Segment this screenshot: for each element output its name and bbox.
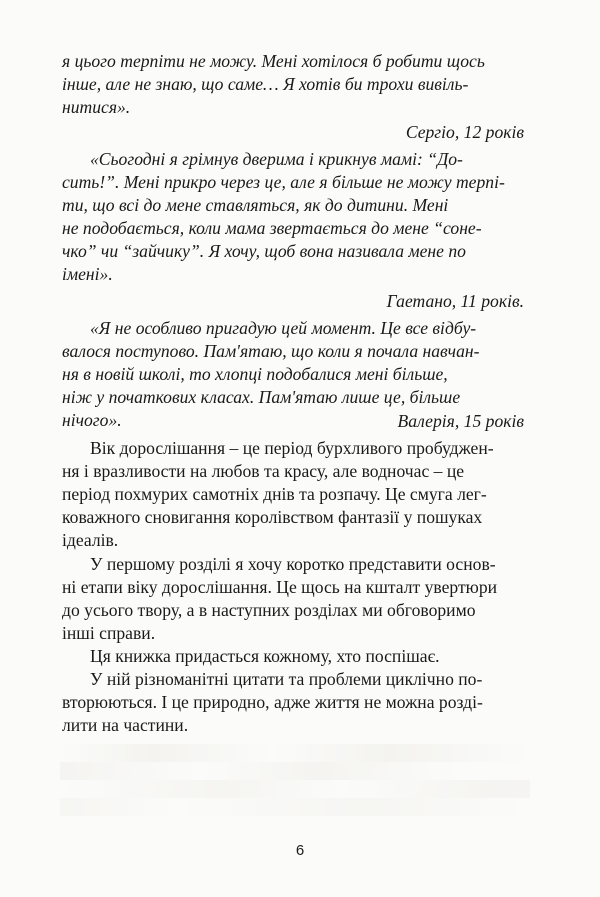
quote-gaetano [62, 148, 524, 286]
quote-line: ти, що всі до мене ставляться, як до дитини. Мені [62, 195, 449, 215]
bleed-through-texture [60, 744, 530, 816]
quote-line: чко” чи “зайчику”. Я хочу, щоб вона називала мене по [62, 241, 466, 261]
body-line: ідеалів. [62, 530, 119, 550]
quote-line: я цього терпіти не можу. Мені хотілося б робити щось [62, 51, 485, 71]
quote-signature: Гаетано, 11 років. [386, 291, 524, 311]
body-line: до усього твору, а в наступних розділах ми обговоримо [62, 600, 476, 620]
body-line: ні етапи віку дорослішання. Це щось на кшталт увертюри [62, 577, 498, 597]
quote-line: нитися». [62, 97, 131, 117]
quote-line: ня в новій школі, то хлопці подобалися мені більше, [62, 364, 448, 384]
quote-line: валося поступово. Пам'ятаю, що коли я почала навчан- [62, 341, 480, 361]
body-line: У ній різноманітні цитати та проблеми циклічно по- [90, 669, 483, 689]
quote-line: «Я не особливо пригадую цей момент. Це все відбу- [90, 318, 477, 338]
quote-line: імені». [62, 264, 113, 284]
body-line: лити на частини. [62, 715, 189, 735]
body-line: інші справи. [62, 623, 156, 643]
body-paragraph-1 [62, 437, 524, 552]
body-paragraph-3 [62, 645, 524, 668]
quote-line: сить!”. Мені прикро через це, але я більше не можу терпі- [62, 172, 505, 192]
quote-signature: Валерія, 15 років [397, 411, 524, 431]
body-line: У першому розділі я хочу коротко представити основ- [90, 554, 496, 574]
quote-line: не подобається, коли мама звертається до мене “соне- [62, 218, 482, 238]
body-line: коважного сновигання королівством фантазії у пошуках [62, 507, 483, 527]
quote-line: інше, але не знаю, що саме… Я хотів би трохи вивіль- [62, 74, 469, 94]
quote-line: «Сьогодні я грімнув дверима і крикнув мамі: “До- [90, 149, 463, 169]
body-paragraph-4 [62, 668, 524, 737]
quote-sergio [62, 50, 524, 119]
body-line: період похмурих самотніх днів та розпачу. Це смуга лег- [62, 484, 487, 504]
page-number: 6 [295, 842, 305, 859]
quote-line: нічого». [62, 410, 122, 430]
body-paragraph-2 [62, 553, 524, 645]
quote-line: ніж у початкових класах. Пам'ятаю лише це, більше [62, 387, 461, 407]
body-line: Ця книжка придасться кожному, хто поспішає. [90, 646, 440, 666]
quote-signature: Сергіо, 12 років [405, 122, 524, 142]
body-line: ня і вразливости на любов та красу, але водночас – це [62, 461, 465, 481]
body-line: Вік дорослішання – це період бурхливого пробуджен- [90, 438, 494, 458]
body-line: вторюються. І це природно, адже життя не можна розді- [62, 692, 483, 712]
